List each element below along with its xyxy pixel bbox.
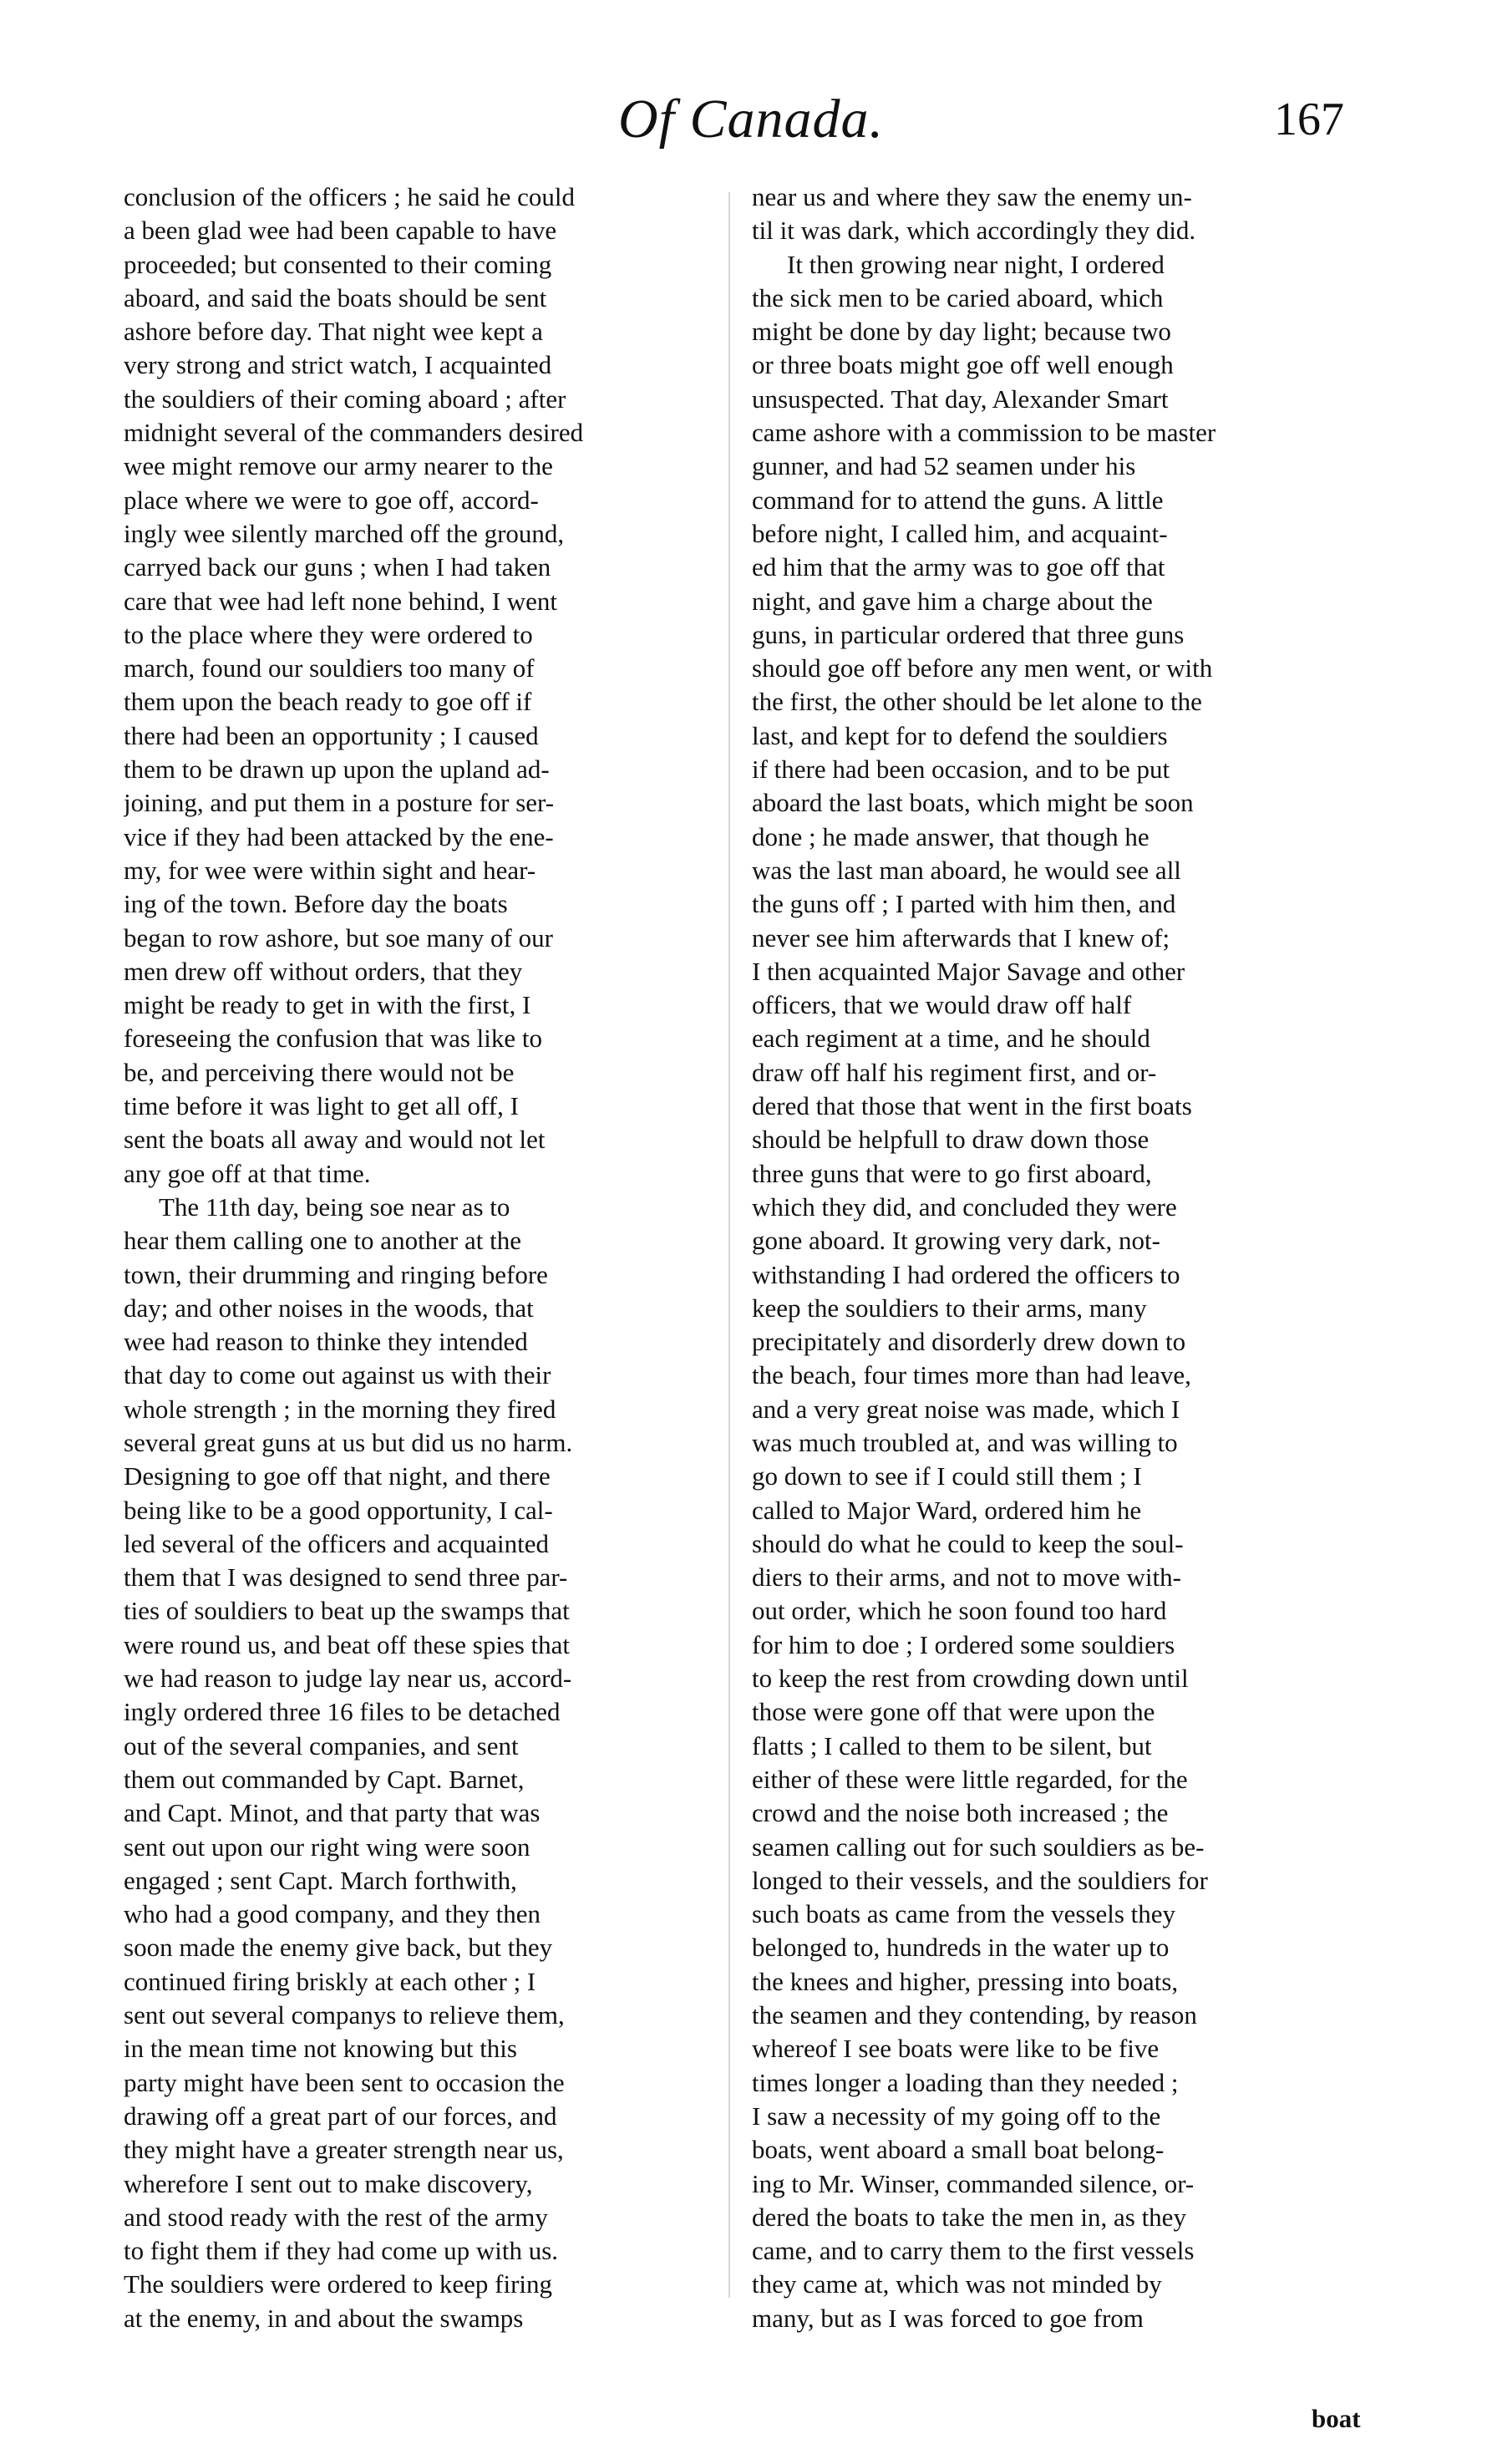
text-line: came, and to carry them to the first vessels [752, 2236, 1195, 2266]
right-column [752, 180, 1366, 2370]
text-line: wee might remove our army nearer to the [124, 451, 553, 481]
text-line: go down to see if I could still them ; I [752, 1461, 1142, 1491]
text-line: each regiment at a time, and he should [752, 1024, 1150, 1054]
text-line: was much troubled at, and was willing to [752, 1427, 1178, 1457]
running-title: Of Canada. [618, 89, 885, 150]
text-line: or three boats might goe off well enough [752, 350, 1174, 380]
text-line: belonged to, hundreds in the water up to [752, 1933, 1170, 1963]
text-line: proceeded; but consented to their coming [124, 249, 552, 279]
text-line: longed to their vessels, and the souldiers for [752, 1865, 1208, 1895]
text-line: seamen calling out for such souldiers as be- [752, 1831, 1205, 1862]
text-line: last, and kept for to defend the souldiers [752, 720, 1168, 750]
text-line: any goe off at that time. [124, 1158, 371, 1188]
text-line: times longer a loading than they needed ; [752, 2067, 1179, 2097]
text-line: til it was dark, which accordingly they did. [752, 216, 1196, 246]
text-line: hear them calling one to another at the [124, 1226, 522, 1256]
text-line: men drew off without orders, that they [124, 956, 523, 986]
text-line: gone aboard. It growing very dark, not- [752, 1226, 1160, 1256]
text-line: many, but as I was forced to goe from [752, 2303, 1144, 2333]
catchword: boat [1312, 2404, 1361, 2433]
text-line: carryed back our guns ; when I had taken [124, 552, 551, 582]
text-line: done ; he made answer, that though he [752, 821, 1150, 851]
text-line: withstanding I had ordered the officers to [752, 1259, 1180, 1289]
text-line: might be ready to get in with the first, I [124, 990, 531, 1020]
text-line: should be helpfull to draw down those [752, 1125, 1150, 1155]
text-line: those were gone off that were upon the [752, 1697, 1155, 1727]
text-line: they came at, which was not minded by [752, 2269, 1162, 2299]
text-line: my, for wee were within sight and hear- [124, 855, 536, 885]
text-line: never see him afterwards that I knew of; [752, 922, 1170, 953]
text-line: they might have a greater strength near us, [124, 2135, 564, 2165]
text-line: unsuspected. That day, Alexander Smart [752, 384, 1169, 414]
paragraph [124, 1191, 738, 2335]
text-line: them that I was designed to send three par- [124, 1562, 568, 1593]
text-line: in the mean time not knowing but this [124, 2034, 517, 2064]
page-number: 167 [1274, 94, 1344, 145]
text-line: I then acquainted Major Savage and other [752, 956, 1185, 986]
text-line: ingly wee silently marched off the ground, [124, 518, 565, 548]
text-line: to the place where they were ordered to [124, 619, 533, 649]
text-line: flatts ; I called to them to be silent, but [752, 1730, 1152, 1760]
text-line: draw off half his regiment first, and or- [752, 1057, 1157, 1087]
text-line: sent out upon our right wing were soon [124, 1831, 530, 1862]
text-line: we had reason to judge lay near us, accord- [124, 1664, 572, 1694]
text-line: keep the souldiers to their arms, many [752, 1293, 1147, 1323]
text-line: whereof I see boats were like to be five [752, 2034, 1160, 2064]
text-line: and stood ready with the rest of the army [124, 2202, 548, 2232]
text-line: led several of the officers and acquainted [124, 1528, 549, 1558]
text-line: wee had reason to thinke they intended [124, 1327, 528, 1357]
text-line: very strong and strict watch, I acquainted [124, 350, 552, 380]
text-line: them to be drawn up upon the upland ad- [124, 754, 550, 785]
text-line: should do what he could to keep the soul- [752, 1528, 1184, 1558]
text-line: be, and perceiving there would not be [124, 1057, 515, 1087]
text-line: conclusion of the officers ; he said he could [124, 182, 576, 211]
text-line: wherefore I sent out to make discovery, [124, 2168, 533, 2198]
text-line: officers, that we would draw off half [752, 990, 1132, 1020]
text-line: dered the boats to take the men in, as they [752, 2202, 1186, 2232]
text-line: came ashore with a commission to be master [752, 418, 1216, 448]
text-line: at the enemy, in and about the swamps [124, 2303, 524, 2333]
text-line: which they did, and concluded they were [752, 1191, 1177, 1222]
text-line: ingly ordered three 16 files to be detached [124, 1697, 561, 1727]
text-line: the first, the other should be let alone to the [752, 687, 1202, 717]
text-line: dered that those that went in the first boats [752, 1091, 1192, 1121]
text-line: might be done by day light; because two [752, 317, 1171, 347]
text-line: the beach, four times more than had leave, [752, 1360, 1191, 1390]
text-line: ing to Mr. Winser, commanded silence, or- [752, 2168, 1195, 2198]
text-line: called to Major Ward, ordered him he [752, 1495, 1142, 1525]
text-line: ing of the town. Before day the boats [124, 889, 508, 919]
text-line: guns, in particular ordered that three guns [752, 619, 1185, 649]
text-line: aboard, and said the boats should be sent [124, 282, 547, 312]
text-line: the souldiers of their coming aboard ; after [124, 384, 566, 414]
text-line: a been glad wee had been capable to have [124, 216, 557, 246]
text-line: to keep the rest from crowding down until [752, 1664, 1189, 1694]
text-line: should goe off before any men went, or with [752, 653, 1213, 683]
text-line: the seamen and they contending, by reason [752, 2000, 1197, 2030]
text-line: whole strength ; in the morning they fired [124, 1394, 556, 1424]
text-line: out order, which he soon found too hard [752, 1596, 1167, 1626]
text-line: engaged ; sent Capt. March forthwith, [124, 1865, 517, 1895]
paragraph [752, 248, 1366, 2335]
text-line: several great guns at us but did us no harm. [124, 1427, 573, 1457]
text-line: drawing off a great part of our forces, and [124, 2101, 557, 2131]
text-line: march, found our souldiers too many of [124, 653, 535, 683]
text-line: before night, I called him, and acquaint- [752, 518, 1168, 548]
text-line: out of the several companies, and sent [124, 1730, 519, 1760]
text-line: the sick men to be caried aboard, which [752, 282, 1164, 312]
text-line: ashore before day. That night wee kept a [124, 317, 543, 347]
text-line: to fight them if they had come up with us. [124, 2236, 559, 2266]
paragraph [752, 180, 1366, 248]
text-line: town, their drumming and ringing before [124, 1259, 548, 1289]
text-line: It then growing near night, I ordered [787, 249, 1165, 279]
text-line: began to row ashore, but soe many of our [124, 922, 553, 953]
text-line: precipitately and disorderly drew down to [752, 1327, 1186, 1357]
text-line: I saw a necessity of my going off to the [752, 2101, 1161, 2131]
text-line: The souldiers were ordered to keep firing [124, 2269, 553, 2299]
text-line: ed him that the army was to goe off that [752, 552, 1165, 582]
text-line: either of these were little regarded, for the [752, 1764, 1188, 1794]
text-line: if there had been occasion, and to be put [752, 754, 1170, 785]
text-line: and a very great noise was made, which I [752, 1394, 1180, 1424]
text-line: were round us, and beat off these spies that [124, 1629, 571, 1659]
page-header [0, 74, 1487, 165]
text-line: there had been an opportunity ; I caused [124, 720, 539, 750]
text-line: command for to attend the guns. A little [752, 485, 1164, 515]
text-line: them out commanded by Capt. Barnet, [124, 1764, 525, 1794]
text-line: day; and other noises in the woods, that [124, 1293, 534, 1323]
text-line: for him to doe ; I ordered some souldiers [752, 1629, 1175, 1659]
text-line: midnight several of the commanders desired [124, 418, 584, 448]
text-line: and Capt. Minot, and that party that was [124, 1798, 540, 1828]
text-line: joining, and put them in a posture for ser- [124, 788, 555, 818]
text-line: diers to their arms, and not to move with- [752, 1562, 1181, 1593]
text-line: crowd and the noise both increased ; the [752, 1798, 1169, 1828]
text-line: gunner, and had 52 seamen under his [752, 451, 1136, 481]
text-line: the knees and higher, pressing into boats, [752, 1966, 1179, 1996]
text-line: being like to be a good opportunity, I cal- [124, 1495, 553, 1525]
text-line: sent the boats all away and would not let [124, 1125, 546, 1155]
text-line: Designing to goe off that night, and there [124, 1461, 551, 1491]
text-line: care that wee had left none behind, I went [124, 586, 558, 616]
text-line: party might have been sent to occasion the [124, 2067, 565, 2097]
text-line: who had a good company, and they then [124, 1899, 541, 1929]
text-line: vice if they had been attacked by the ene- [124, 821, 554, 851]
text-line: near us and where they saw the enemy un- [752, 182, 1192, 211]
text-line: night, and gave him a charge about the [752, 586, 1153, 616]
text-line: sent out several companys to relieve them, [124, 2000, 565, 2030]
text-line: aboard the last boats, which might be soon [752, 788, 1194, 818]
text-line: place where we were to goe off, accord- [124, 485, 539, 515]
text-line: The 11th day, being soe near as to [159, 1191, 510, 1222]
text-line: boats, went aboard a small boat belong- [752, 2135, 1165, 2165]
paragraph [124, 180, 738, 1191]
text-line: time before it was light to get all off, I [124, 1091, 519, 1121]
left-column [124, 180, 738, 2370]
text-line: the guns off ; I parted with him then, and [752, 889, 1176, 919]
text-line: was the last man aboard, he would see all [752, 855, 1181, 885]
text-line: such boats as came from the vessels they [752, 1899, 1176, 1929]
text-line: continued firing briskly at each other ; I [124, 1966, 536, 1996]
text-line: them upon the beach ready to goe off if [124, 687, 532, 717]
text-line: foreseeing the confusion that was like to [124, 1024, 543, 1054]
text-line: soon made the enemy give back, but they [124, 1933, 553, 1963]
text-line: ties of souldiers to beat up the swamps that [124, 1596, 570, 1626]
text-line: that day to come out against us with their [124, 1360, 551, 1390]
text-line: three guns that were to go first aboard, [752, 1158, 1152, 1188]
